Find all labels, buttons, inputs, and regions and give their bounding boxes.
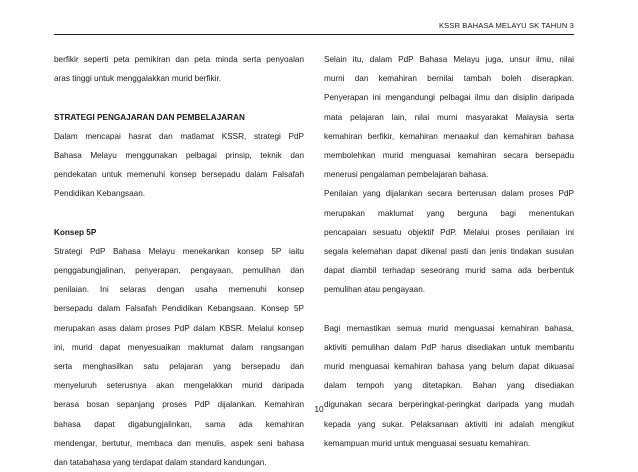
text-line: bahasa dapat digabungjalinkan, sama ada kemahiran — [54, 419, 304, 429]
text-line: dan tatabahasa yang terdapat dalam standard kandungan. — [54, 457, 267, 467]
section-heading: STRATEGI PENGAJARAN DAN PEMBELAJARAN — [54, 112, 245, 122]
text-line: merupakan maklumat yang berguna bagi menentukan — [324, 208, 574, 218]
text-line: aras tinggi untuk menggalakkan murid berfikir. — [54, 74, 222, 84]
text-line: digunakan secara berperingkat-peringkat daripada yang mudah — [324, 400, 574, 410]
section-heading: Konsep 5P — [54, 227, 97, 237]
header-divider — [54, 34, 574, 35]
text-line: Dalam mencapai hasrat dan matlamat KSSR, strategi PdP — [54, 131, 304, 141]
blank-line — [324, 299, 574, 318]
text-line: Bahasa Melayu menggunakan pelbagai prinsip, teknik dan — [54, 150, 304, 160]
text-line: Penyerapan ini mengandungi pelbagai ilmu dan disiplin daripada — [324, 93, 574, 103]
text-line: Pendidikan Kebangsaan. — [54, 189, 146, 199]
text-line: mendengar, bertutur, membaca dan menulis, aspek seni bahasa — [54, 438, 304, 448]
blank-line — [54, 88, 304, 107]
text-line: berfikir seperti peta pemikiran dan peta minda serta penyoalan — [54, 55, 304, 64]
text-line: serta menghasilkan satu pelajaran yang bersepadu dan — [54, 362, 304, 371]
text-line: dapat diambil terhadap seseorang murid sama ada berbentuk — [324, 266, 574, 276]
text-line: murni dan kemahiran bernilai tambah boleh diserapkan. — [324, 74, 574, 84]
text-line: Bagi memastikan semua murid menguasai kemahiran bahasa, — [324, 323, 574, 333]
page-number: 10 — [314, 404, 324, 414]
text-line: menerusi pengalaman pembelajaran bahasa. — [324, 170, 489, 180]
text-line: merupakan asas dalam proses PdP dalam KBSR. Melalui konsep — [54, 323, 304, 333]
text-line: Selain itu, dalam PdP Bahasa Melayu juga, unsur ilmu, nilai — [324, 55, 574, 64]
text-line: Penilaian yang dijalankan secara berterusan dalam proses PdP — [324, 189, 574, 199]
text-line: kepada yang sukar. Pelaksanaan aktiviti ini adalah mengikut — [324, 419, 574, 429]
blank-line — [54, 204, 304, 223]
text-line: murid menguasai kemahiran bahasa yang belum dapat dikuasai — [324, 362, 574, 371]
text-line: bersepadu dalam Falsafah Pendidikan Kebangsaan. Konsep 5P — [54, 304, 304, 314]
text-line: membolehkan murid menguasai kemahiran secara bersepadu — [324, 150, 574, 160]
text-line: menyeluruh seterusnya akan mengelakkan murid daripada — [54, 381, 304, 391]
page-header — [54, 21, 574, 35]
right-column — [324, 50, 574, 453]
text-line: kemampuan murid untuk menguasai sesuatu kemahiran. — [324, 438, 531, 448]
text-line: pemulihan atau pengayaan. — [324, 285, 426, 295]
header-title: KSSR BAHASA MELAYU SK TAHUN 3 — [439, 21, 574, 30]
text-line: penilaian. Ini selaras dengan usaha memenuhi konsep — [54, 285, 304, 295]
text-line: mata pelajaran lain, nilai murni masyarakat Malaysia serta — [324, 112, 574, 122]
text-line: penggabungjalinan, penyerapan, pengayaan, pemulihan dan — [54, 266, 304, 276]
text-line: berasa bosan sepanjang proses PdP dijalankan. Kemahiran — [54, 400, 304, 410]
text-line: pencapaian sesuatu objektif PdP. Melalui proses penilaian ini — [324, 227, 574, 237]
text-line: pendekatan untuk memenuhi konsep bersepadu dalam Falsafah — [54, 170, 304, 180]
text-line: Strategi PdP Bahasa Melayu menekankan konsep 5P iaitu — [54, 246, 304, 256]
text-line: segala kelemahan dapat dikenal pasti dan jenis tindakan susulan — [324, 246, 574, 256]
text-line: aktiviti pemulihan dalam PdP harus disediakan untuk membantu — [324, 342, 574, 352]
text-line: ini, murid dapat menyesuaikan maklumat dalam rangsangan — [54, 342, 304, 352]
text-line: kemahiran berfikir, kemahiran menaakul dan kemahiran bahasa — [324, 131, 574, 141]
text-line: dalam tempoh yang ditetapkan. Bahan yang disediakan — [324, 381, 574, 391]
